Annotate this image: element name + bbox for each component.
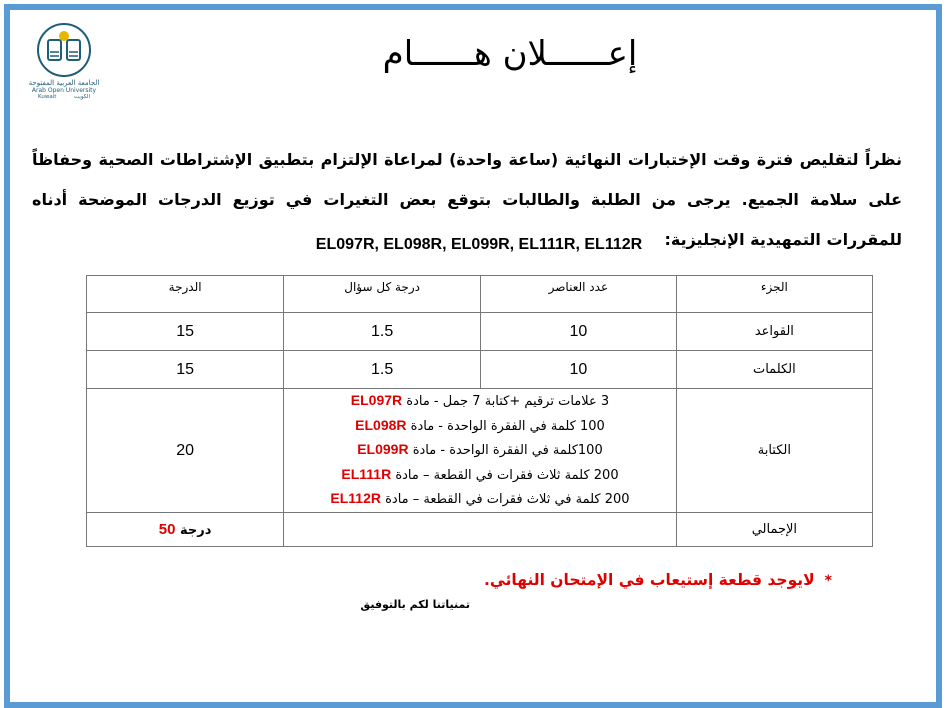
- logo-emblem-icon: [36, 22, 92, 78]
- announcement-frame: [4, 4, 942, 708]
- header-grade: الدرجة: [87, 276, 284, 313]
- table-row: [87, 313, 873, 351]
- row-part: الكلمات: [676, 351, 872, 389]
- closing-wish: تمنياتنا لكم بالتوفيق: [360, 598, 470, 611]
- row-items: 10: [480, 351, 676, 389]
- writing-line: 200 كلمة في ثلاث فقرات في القطعة – مادة EL112R: [330, 490, 630, 508]
- writing-line-code: EL099R: [357, 441, 409, 458]
- row-per-question: 1.5: [284, 313, 481, 351]
- logo-name-en: Arab Open University: [31, 87, 97, 94]
- table-row-writing: [87, 389, 873, 513]
- note-text: [232, 571, 832, 589]
- writing-line: 200 كلمة ثلاث فقرات في القطعة – مادة EL111R: [341, 465, 619, 483]
- total-grade-value: 50: [158, 521, 176, 538]
- intro-paragraph: نظراً لتقليص فترة وقت الإختبارات النهائية (ساعة واحدة) لمراعاة الإلتزام بتطبيق الإشتراطات الصحية وحفاظاً على سلامة الجميع. يرجى من الطلبة والطالبات بتوقع بعض التغيرات في توزيع الدرجات الموضحة أدناه للمقررات التمهيدية الإنجليزية:: [32, 150, 902, 249]
- writing-details: [284, 389, 677, 513]
- header-per-question: درجة كل سؤال: [284, 276, 481, 313]
- row-part: الكتابة: [676, 389, 872, 513]
- row-items: 10: [480, 313, 676, 351]
- row-grade: 15: [87, 313, 284, 351]
- header-part: الجزء: [676, 276, 872, 313]
- logo-branch-en: Kuwait: [38, 94, 57, 100]
- writing-line-code: EL111R: [341, 465, 392, 482]
- row-per-question: 1.5: [284, 351, 481, 389]
- header-items: عدد العناصر: [480, 276, 676, 313]
- writing-line-code: EL112R: [330, 490, 381, 507]
- writing-line: 100كلمة في الفقرة الواحدة - مادة EL099R: [357, 441, 603, 459]
- table-header-row: [87, 276, 873, 313]
- writing-line: 3 علامات ترقيم +كتابة 7 جمل - مادة EL097R: [350, 392, 610, 410]
- total-grade: [87, 513, 284, 547]
- course-codes: EL097R, EL098R, EL099R, EL111R, EL112R: [315, 236, 643, 253]
- total-empty-cell: [284, 513, 677, 547]
- writing-line-code: EL097R: [350, 392, 403, 409]
- row-grade: 20: [87, 389, 284, 513]
- table-row: [87, 351, 873, 389]
- note-body: لايوجد قطعة إستيعاب في الإمتحان النهائي.: [484, 571, 815, 589]
- grade-distribution-table: [86, 275, 873, 547]
- logo-branch-ar: الكويت: [73, 94, 90, 100]
- announcement-title: إعــــــلان هــــــام: [382, 34, 638, 74]
- total-grade-label: درجة: [180, 523, 212, 538]
- row-grade: 15: [87, 351, 284, 389]
- row-part: القواعد: [676, 313, 872, 351]
- writing-line: 100 كلمة في الفقرة الواحدة - مادة EL098R: [355, 416, 605, 434]
- university-logo: [24, 22, 104, 114]
- table-row-total: [87, 513, 873, 547]
- logo-name-ar: الجامعة العربية المفتوحة: [28, 79, 100, 87]
- asterisk-icon: *: [824, 573, 832, 589]
- writing-line-code: EL098R: [355, 416, 407, 433]
- total-part: الإجمالي: [676, 513, 872, 547]
